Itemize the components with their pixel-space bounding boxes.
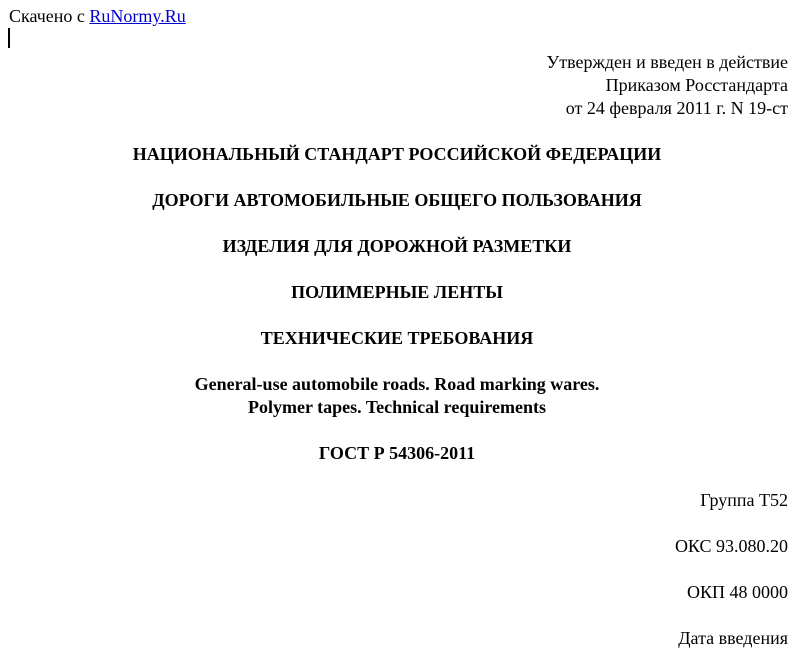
source-line	[9, 6, 186, 26]
english-title-line-1: General-use automobile roads. Road marking wares.	[194, 374, 600, 394]
text-cursor	[8, 28, 10, 48]
approval-line-3: от 24 февраля 2011 г. N 19-ст	[565, 98, 788, 118]
heading-national-standard: НАЦИОНАЛЬНЫЙ СТАНДАРТ РОССИЙСКОЙ ФЕДЕРАЦИИ	[132, 144, 662, 164]
group-code: Группа Т52	[700, 490, 788, 510]
heading-polymer-tapes: ПОЛИМЕРНЫЕ ЛЕНТЫ	[291, 282, 503, 302]
runormy-link[interactable]: RuNormy.Ru	[89, 6, 186, 26]
heading-roads: ДОРОГИ АВТОМОБИЛЬНЫЕ ОБЩЕГО ПОЛЬЗОВАНИЯ	[152, 190, 642, 210]
approval-block	[546, 51, 788, 120]
heading-marking-products: ИЗДЕЛИЯ ДЛЯ ДОРОЖНОЙ РАЗМЕТКИ	[222, 236, 572, 256]
english-title-line-2: Polymer tapes. Technical requirements	[248, 397, 546, 417]
intro-date-label: Дата введения	[678, 628, 788, 648]
okp-code: ОКП 48 0000	[686, 582, 788, 602]
gost-number: ГОСТ Р 54306-2011	[318, 443, 476, 463]
heading-technical-requirements: ТЕХНИЧЕСКИЕ ТРЕБОВАНИЯ	[260, 328, 534, 348]
approval-line-1: Утвержден и введен в действие	[546, 52, 788, 72]
oks-code: ОКС 93.080.20	[674, 536, 788, 556]
source-prefix: Скачено с	[9, 6, 90, 26]
approval-line-2: Приказом Росстандарта	[605, 75, 788, 95]
